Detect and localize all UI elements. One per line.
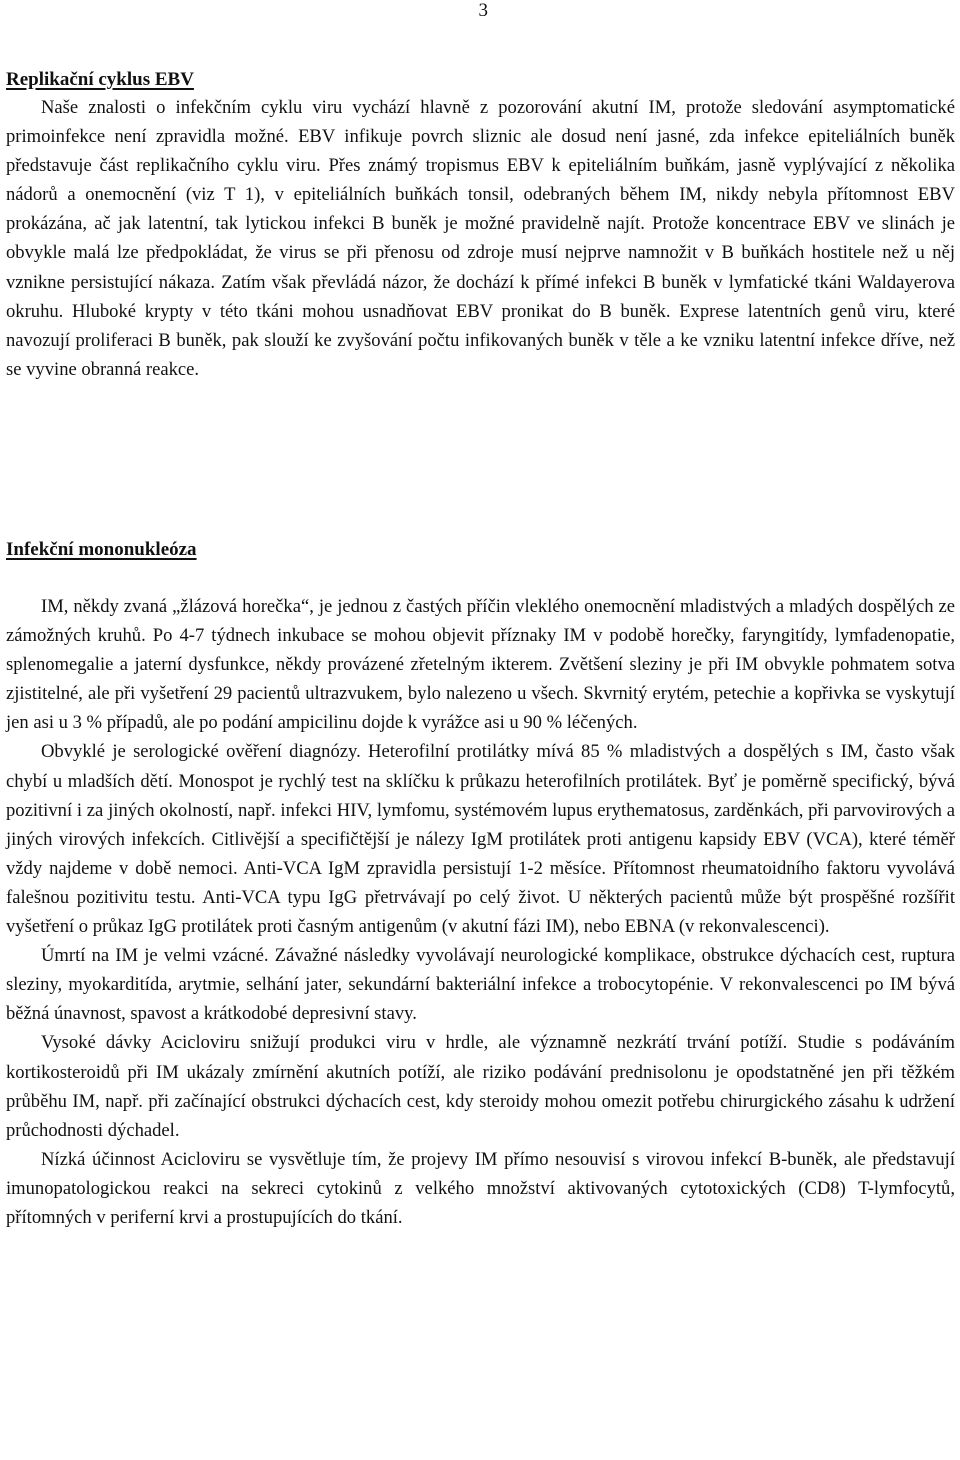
section-infectious-mononucleosis <box>6 536 955 1232</box>
paragraph: Úmrtí na IM je velmi vzácné. Závažné následky vyvolávají neurologické komplikace, obstrukce dýchacích cest, ruptura sleziny, myokarditída, arytmie, selhání jater, sekundární bakteriální infekce a trobocytopénie. V rekonvalescenci po IM bývá běžná únavnost, spavost a krátkodobé depresivní stavy. <box>6 945 955 1025</box>
paragraph: Nízká účinnost Acicloviru se vysvětluje tím, že projevy IM přímo nesouvisí s virovou infekcí B-buněk, ale představují imunopatologickou reakci na sekreci cytokinů z velkého množství aktivovaných cytotoxických (CD8) T-lymfocytů, přítomných v periferní krvi a prostupujících do tkání. <box>6 1148 955 1228</box>
paragraph: Obvyklé je serologické ověření diagnózy. Heterofilní protilátky mívá 85 % mladistvých a dospělých s IM, často však chybí u mladších dětí. Monospot je rychlý test na sklíčku k průkazu heterofilních protilátek. Byť je poměrně specifický, bývá pozitivní i za jiných okolností, např. infekci HIV, lymfomu, systémovém lupus erythematosus, zarděnkách, při parvovirových a jiných virových infekcích. Citlivější a specifičtější je nálezy IgM protilátek proti antigenu kapsidy EBV (VCA), které téměř vždy najdeme v době nemoci. Anti-VCA IgM zpravidla persistují 1-2 měsíce. Přítomnost rheumatoidního faktoru vyvolává falešnou pozitivitu testu. Anti-VCA typu IgG přetrvávají po celý život. U některých pacientů může být prospěšné rozšířit vyšetření o průkaz IgG protilátek proti časným antigenům (v akutní fázi IM), nebo EBNA (v rekonvalescenci). <box>6 741 955 938</box>
section-replication-cycle <box>6 66 955 384</box>
paragraph: IM, někdy zvaná „žlázová horečka“, je jednou z častých příčin vleklého onemocnění mladistvých a mladých dospělých ze zámožných kruhů. Po 4-7 týdnech inkubace se mohou objevit příznaky IM v podobě horečky, faryngitídy, lymfadenopatie, splenomegalie a jaterní dysfunkce, někdy provázené zřetelným ikterem. Zvětšení sleziny je při IM obvykle pohmatem sotva zjistitelné, ale při vyšetření 29 pacientů ultrazvukem, bylo nalezeno u všech. Skvrnitý erytém, petechie a kopřivka se vyskytují jen asi u 3 % případů, ale po podání ampicilinu dojde k vyrážce asi u 90 % léčených. <box>6 596 955 734</box>
section-heading: Infekční mononukleóza <box>6 539 197 560</box>
paragraph: Naše znalosti o infekčním cyklu viru vychází hlavně z pozorování akutní IM, protože sledování asymptomatické primoinfekce není zpravidla možné. EBV infikuje povrch sliznic ale dosud není jasné, zda infekce epiteliálních buněk představuje část replikačního cyklu viru. Přes známý tropismus EBV k epiteliálním buňkám, jasně vyplývající z několika nádorů a onemocnění (viz T 1), v epiteliálních buňkách tonsil, odebraných během IM, nikdy nebyla přítomnost EBV prokázána, ač jak latentní, tak lytickou infekci B buněk je možné pravidelně najít. Protože koncentrace EBV ve slinách je obvykle malá lze předpokládat, že virus se při přenosu od zdroje musí nejprve namnožit v B buňkách hostitele než u něj vznikne persistující nákaza. Zatím však převládá názor, že dochází k přímé infekci B buněk v lymfatické tkáni Waldayerova okruhu. Hluboké krypty v této tkáni mohou usnadňovat EBV pronikat do B buněk. Exprese latentních genů viru, které navozují proliferaci B buněk, pak slouží ke zvyšování počtu infikovaných buněk v těle a ke vzniku latentní infekce dříve, než se vyvine obranná reakce. <box>6 97 955 380</box>
page-number: 3 <box>478 0 488 21</box>
section-heading: Replikační cyklus EBV <box>6 69 194 90</box>
paragraph: Vysoké dávky Acicloviru snižují produkci viru v hrdle, ale významně nezkrátí trvání potíží. Studie s podáváním kortikosteroidů při IM ukázaly zmírnění akutních potíží, ale riziko podávání prednisolonu je opodstatněné jen při těžkém průběhu IM, např. při začínající obstrukci dýchacích cest, kdy steroidy mohou omezit potřebu chirurgického zásahu k udržení průchodnosti dýchadel. <box>6 1032 955 1141</box>
